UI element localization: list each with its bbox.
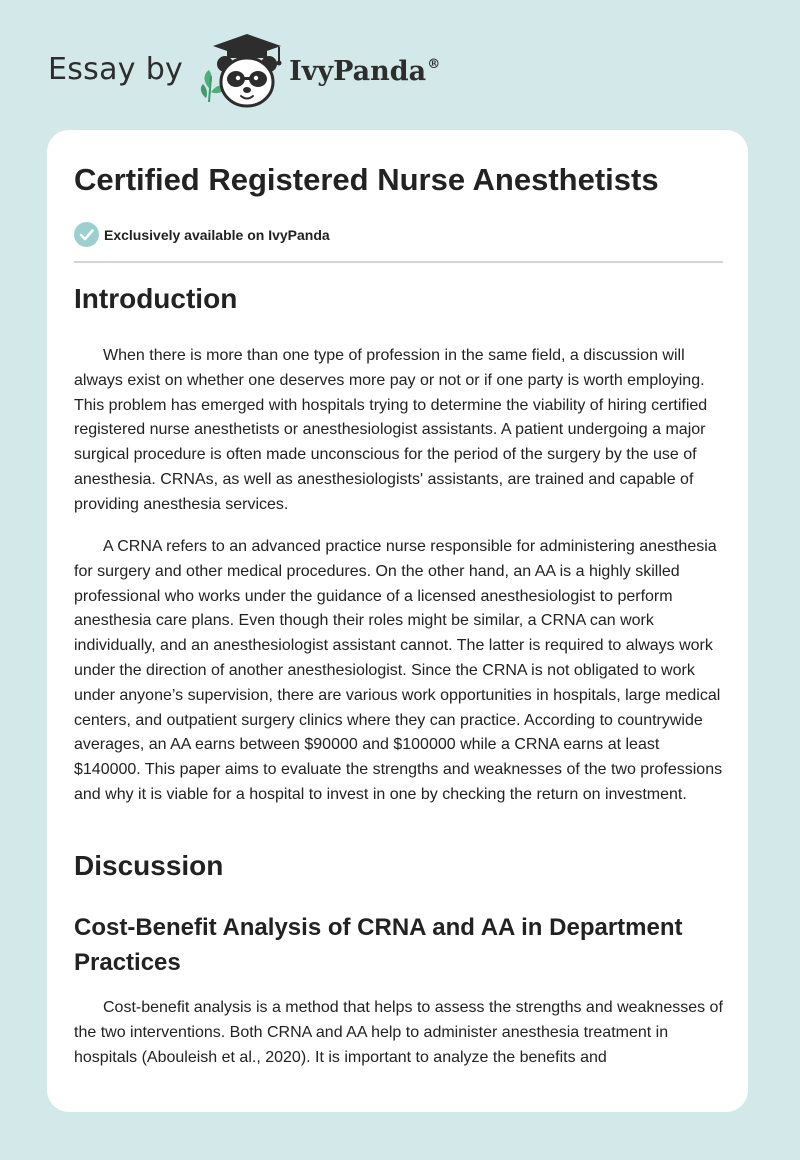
discussion-paragraph-1: Cost-benefit analysis is a method that helps to assess the strengths and weaknesses of the two interventions. Both CRNA and AA help to administer anesthesia treatment in hospitals (Abouleish et al., 2020). It is important to analyze the benefits and — [74, 999, 723, 1066]
section-heading-discussion: Discussion — [74, 850, 224, 881]
exclusive-label: Exclusively available on IvyPanda — [104, 226, 330, 243]
brand-prefix: Essay by — [48, 51, 184, 87]
registered-mark: ® — [427, 56, 441, 72]
introduction-paragraph-1: When there is more than one type of profession in the same field, a discussion will always exist on whether one deserves more pay or not or if one party is worth employing. This problem has emerged with hospitals trying to determine the viability of hiring certified registered nurse anesthetists or anesthesiologist assistants. A patient undergoing a major surgical procedure is often made unconscious for the period of the surgery by the use of anesthesia. CRNAs, as well as anesthesiologists' assistants, are trained and capable of providing anesthesia services. — [74, 347, 708, 513]
title-divider — [74, 261, 723, 263]
subsection-heading-cost-benefit: Cost-Benefit Analysis of CRNA and AA in Department Practices — [74, 914, 683, 976]
brand-name: IvyPanda® — [289, 55, 441, 87]
essay-card — [47, 130, 748, 1112]
essay-title: Certified Registered Nurse Anesthetists — [74, 162, 659, 197]
exclusive-notice — [74, 222, 330, 247]
section-heading-introduction: Introduction — [74, 283, 238, 314]
brand-header — [48, 32, 440, 112]
check-badge-icon — [74, 222, 99, 247]
panda-logo-icon[interactable] — [195, 32, 287, 112]
introduction-paragraph-2: A CRNA refers to an advanced practice nurse responsible for administering anesthesia for surgery and other medical procedures. On the other hand, an AA is a highly skilled professional who works under the guidance of a licensed anesthesiologist to perform anesthesia care plans. Even though their roles might be similar, a CRNA can work individually, and an anesthesiologist assistant cannot. The latter is required to always work under the direction of another anesthesiologist. Since the CRNA is not obligated to work under anyone’s supervision, there are various work opportunities in hospitals, large medical centers, and outpatient surgery clinics where they can practice. According to countrywide averages, an AA earns between $90000 and $100000 while a CRNA earns at least $140000. This paper aims to evaluate the strengths and weaknesses of the two professions and why it is viable for a hospital to invest in one by checking the return on investment. — [74, 538, 723, 803]
